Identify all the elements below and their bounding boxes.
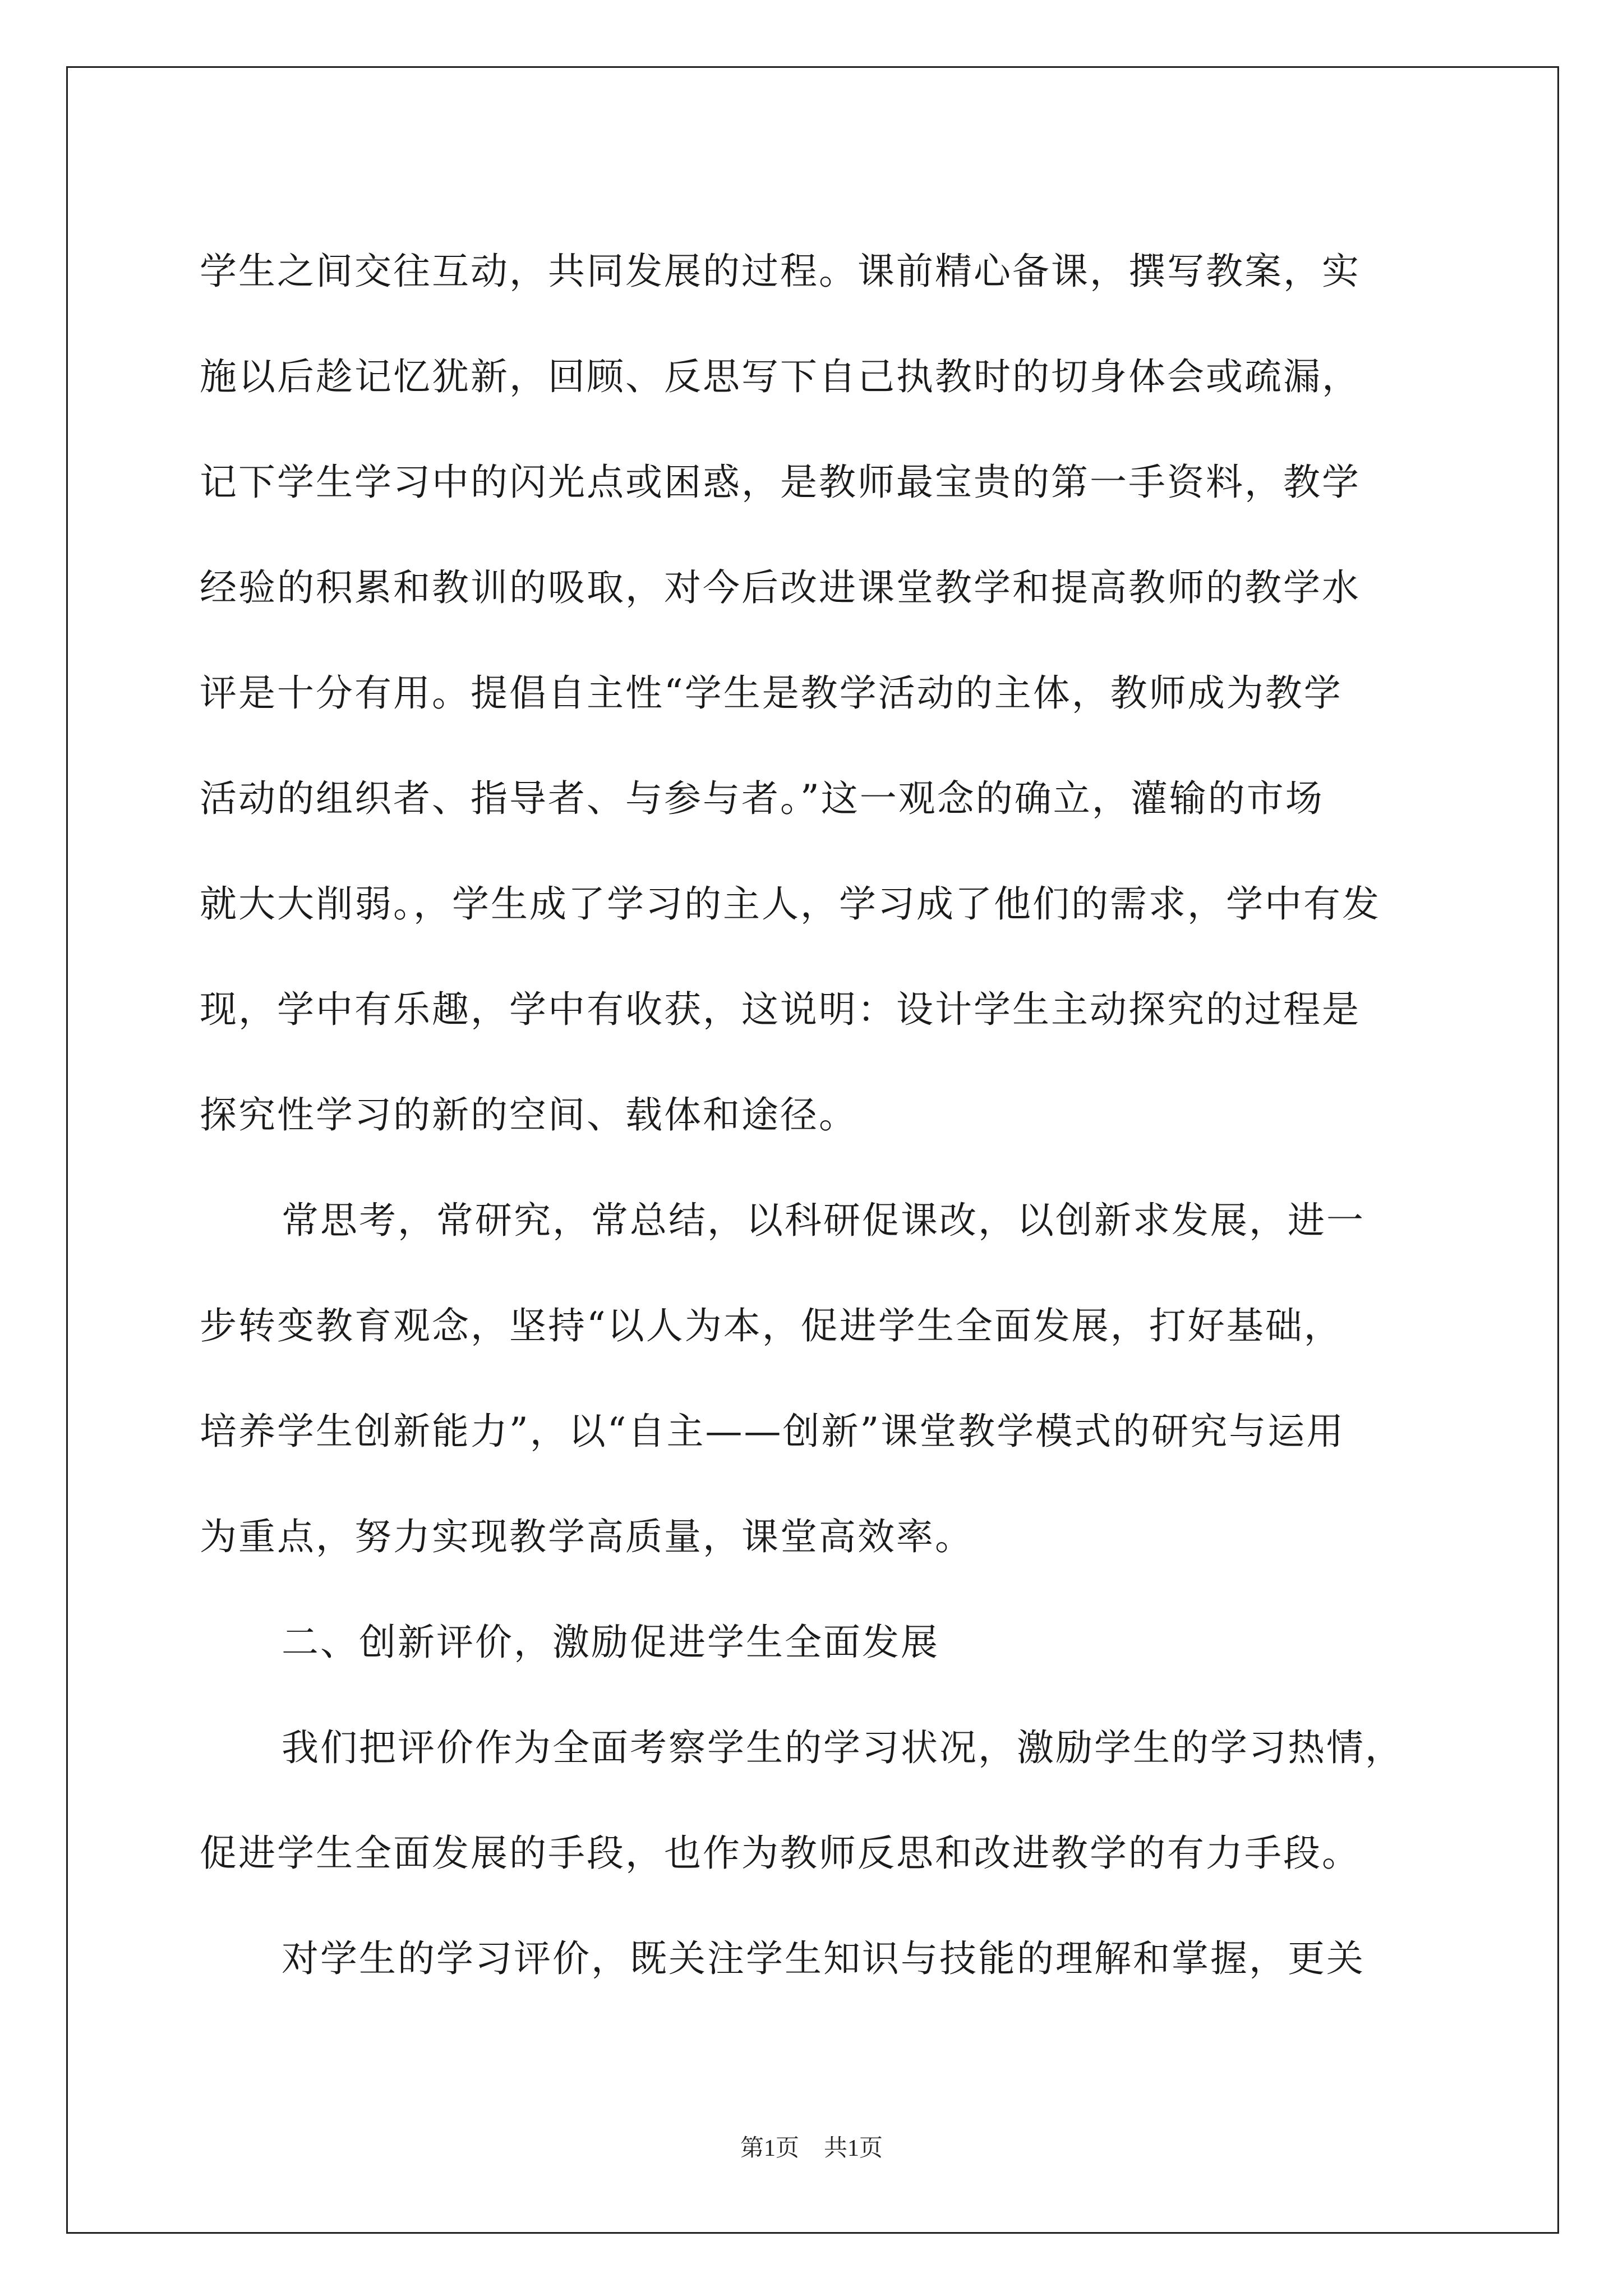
text-line: 探究性学习的新的空间、载体和途径。 [200,1093,857,1137]
page-total: 共1页 [824,2136,883,2161]
document-body [200,219,1433,2012]
text-line: 我们把评价作为全面考察学生的学习状况，激励学生的学习热情， [282,1726,1404,1769]
text-line: 评是十分有用。提倡自主性“学生是教学活动的主体，教师成为教学 [200,671,1343,715]
text-line: 施以后趁记忆犹新，回顾、反思写下自己执教时的切身体会或疏漏， [200,355,1361,398]
text-line: 对学生的学习评价，既关注学生知识与技能的理解和掌握，更关 [282,1937,1365,1980]
text-line: 常思考，常研究，常总结，以科研促课改，以创新求发展，进一 [282,1199,1365,1242]
page-footer [0,2132,1623,2165]
text-line: 活动的组织者、指导者、与参与者。”这一观念的确立，灌输的市场 [200,777,1324,820]
text-line: 经验的积累和教训的吸取，对今后改进课堂教学和提高教师的教学水 [200,566,1361,609]
page-number: 第1页 [740,2136,799,2161]
text-line: 促进学生全面发展的手段，也作为教师反思和改进教学的有力手段。 [200,1832,1361,1875]
text-line: 步转变教育观念，坚持“以人为本，促进学生全面发展，打好基础， [200,1304,1343,1347]
text-line: 现，学中有乐趣，学中有收获，这说明：设计学生主动探究的过程是 [200,988,1361,1031]
text-line: 学生之间交往互动，共同发展的过程。课前精心备课，撰写教案，实 [200,250,1361,293]
text-line: 为重点，努力实现教学高质量，课堂高效率。 [200,1515,974,1558]
text-line: 记下学生学习中的闪光点或困惑，是教师最宝贵的第一手资料，教学 [200,461,1361,504]
text-line: 培养学生创新能力”，以“自主——创新”课堂教学模式的研究与运用 [200,1410,1345,1453]
section-heading: 二、创新评价，激励促进学生全面发展 [282,1621,939,1664]
text-line: 就大大削弱。，学生成了学习的主人，学习成了他们的需求，学中有发 [200,882,1381,926]
